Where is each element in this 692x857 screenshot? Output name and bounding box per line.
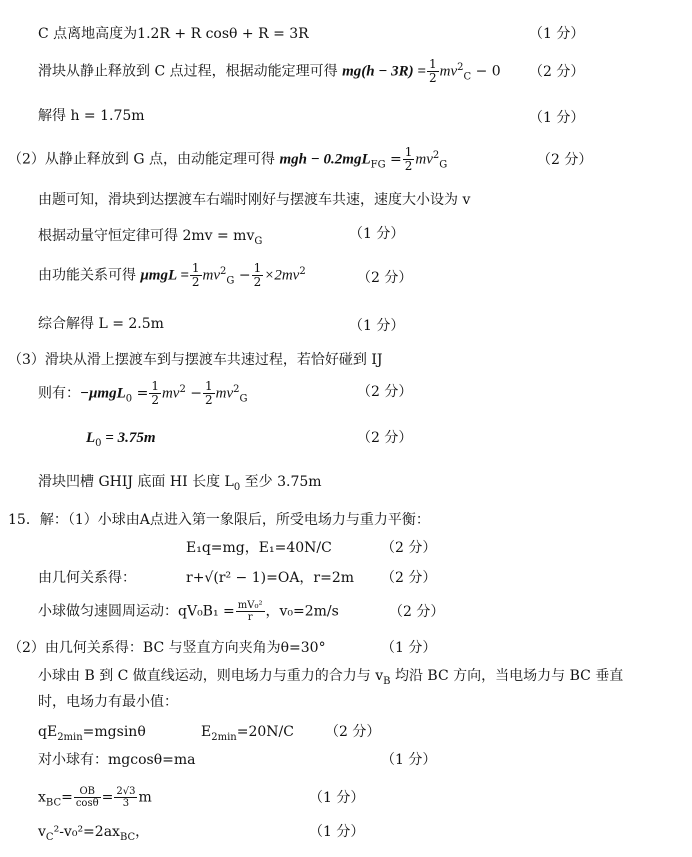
score-14: （2 分） [381,540,437,556]
score-3: （1 分） [529,110,585,126]
line-15-text: r+√(r² − 1)=OA，r=2m [186,570,355,586]
line-2-math-post: mv [439,63,458,80]
line-16: 小球做匀速圆周运动：qV₀B₁ = $\frac{\text{mV₀²}}{r}$ ，v₀=2m/s [38,600,339,623]
line-22-text: x [38,789,46,806]
line-6: 根据动量守恒定律可得 $2mv = mv_G$ [38,228,263,247]
line-17-text: （2）由几何关系得：BC 与竖直方向夹角为θ=30° [8,640,326,656]
line-4: （2）从静止释放到 G 点，由动能定理可得 mgh − 0.2mgL$_{FG}$ = $\frac{1}{2}$ $mv^2_G$ [8,145,448,174]
score-23: （1 分） [309,824,365,840]
line-4-math-post: mv [415,151,433,168]
line-18: 小球由 B 到 C 做直线运动，则电场力与重力的合力与 $v_B$ 均沿 BC 方向，当电场力与 BC 垂直 [38,668,624,687]
line-6-text: 根据动量守恒定律可得 2mv = mv [38,228,255,244]
fraction: $\frac{\text{mV₀²}}{r}$ [237,600,263,623]
line-2-math: mg(h − 3R) = [342,63,426,80]
line-23-text: v [38,824,46,840]
line-17 [8,638,326,658]
line-3-text: 解得 h = 1.75m [38,108,145,124]
line-5-text: 由题可知，滑块到达摆渡车右端时刚好与摆渡车共速，速度大小设为 v [38,192,471,208]
line-9-text: （3）滑块从滑上摆渡车到与摆渡车共速过程，若恰好碰到 IJ [8,352,383,368]
line-1-text: C 点离地高度为1.2R + R cosθ + R = 3R [38,26,309,42]
fraction: $\frac{OB}{\cos\theta}$ [75,786,99,809]
score-6: （1 分） [349,226,405,242]
line-8-text: 综合解得 L = 2.5m [38,316,164,332]
line-13 [8,510,430,530]
line-12: 滑块凹槽 GHIJ 底面 HI 长度 $L_0$ 至少 3.75m [38,474,322,493]
fraction: $\frac{2√3}{3}$ [116,786,136,809]
line-15-label: 由几何关系得： [38,570,136,586]
line-18-text: 小球由 B 到 C 做直线运动，则电场力与重力的合力与 v [38,668,384,684]
line-10-text: 则有： [38,385,80,402]
score-8: （1 分） [349,318,405,334]
line-15 [38,568,136,588]
line-21 [38,750,195,770]
line-3 [38,106,145,126]
line-11-text: L [86,430,96,446]
line-20-right-text: E [201,724,212,740]
line-9 [8,350,383,370]
line-4-text: （2）从静止释放到 G 点，由动能定理可得 [8,151,280,168]
line-23: $v_C^2-v_0^2=2ax_{BC}$， [38,824,150,843]
score-2: （2 分） [529,64,585,80]
line-4-math: mgh − 0.2mgL [279,151,371,168]
line-1 [38,24,309,44]
line-14-text: E₁q=mg，E₁=40N/C [186,540,332,556]
line-10-math: −μmgL [80,385,126,402]
line-20: $qE_{2min}=mgsin\theta$ [38,724,146,743]
fraction: $\frac{1}{2}$ [191,261,200,290]
line-7-text: 由功能关系可得 [38,267,141,284]
line-8 [38,314,164,334]
score-1: （1 分） [529,26,585,42]
line-5 [38,190,470,210]
fraction: $\frac{1}{2}$ [205,379,213,408]
line-20-right: $E_{2min}=20N/C$ [201,724,294,743]
line-11: $L_0 = 3.75m$ [86,430,156,449]
line-2-tail: − 0 [471,63,501,80]
score-22: （1 分） [309,790,365,806]
line-14 [186,538,332,558]
score-17: （1 分） [381,640,437,656]
score-15: （2 分） [381,570,437,586]
line-21-text: 对小球有：mgcosθ=ma [38,752,196,768]
fraction: $\frac{1}{2}$ [253,261,262,290]
line-22: $x_{BC}=$ $\frac{OB}{\cos\theta}$ = $\frac{2√3}{3}$ m [38,786,152,809]
line-16-text: 小球做匀速圆周运动：qV₀B₁ = [38,603,235,620]
line-7-math: μmgL = [140,267,189,284]
score-20: （2 分） [325,724,381,740]
line-15-formula [186,568,354,588]
score-7: （2 分） [357,270,413,286]
line-10: 则有：−μmgL$_0$ = $\frac{1}{2}$ $mv^2$ − $\frac{1}{2}$ $mv^2_G$ [38,379,248,408]
line-13-text: 15．解：（1）小球由A点进入第一象限后，所受电场力与重力平衡： [8,512,430,528]
line-19-text: 时，电场力有最小值： [38,694,178,710]
fraction: $\frac{1}{2}$ [428,57,437,86]
line-2: 滑块从静止释放到 C 点过程，根据动能定理可得 mg(h − 3R) = $\frac{1}{2}$ $mv^2_C - 0$ [38,57,501,86]
score-16: （2 分） [389,604,445,620]
score-10: （2 分） [357,384,413,400]
score-21: （1 分） [381,752,437,768]
line-7: 由功能关系可得 μmgL = $\frac{1}{2}$ $mv^2_G$ − $\frac{1}{2}$ $\times 2mv^2$ [38,261,306,290]
line-19 [38,692,178,712]
line-2-text: 滑块从静止释放到 C 点过程，根据动能定理可得 [38,63,343,80]
score-11: （2 分） [357,430,413,446]
line-20-text: qE [38,724,58,740]
score-4: （2 分） [537,152,593,168]
fraction: $\frac{1}{2}$ [404,145,413,174]
fraction: $\frac{1}{2}$ [151,379,159,408]
line-12-text: 滑块凹槽 GHIJ 底面 HI 长度 L [38,474,234,490]
